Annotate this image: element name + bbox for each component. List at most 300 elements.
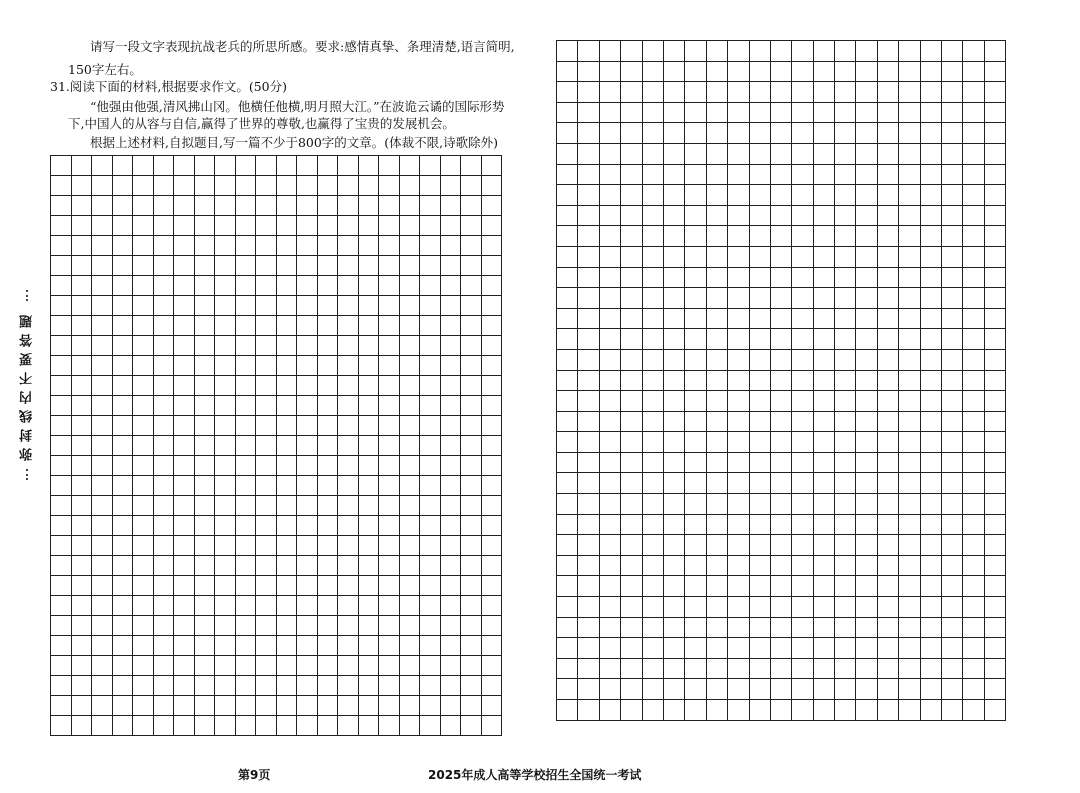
grid-cell[interactable]	[899, 82, 920, 103]
grid-cell[interactable]	[877, 514, 898, 535]
grid-cell[interactable]	[215, 536, 236, 556]
grid-cell[interactable]	[297, 516, 318, 536]
grid-cell[interactable]	[215, 256, 236, 276]
grid-cell[interactable]	[877, 370, 898, 391]
grid-cell[interactable]	[420, 276, 441, 296]
grid-cell[interactable]	[942, 370, 963, 391]
grid-cell[interactable]	[685, 391, 706, 412]
grid-cell[interactable]	[920, 123, 941, 144]
grid-cell[interactable]	[728, 555, 749, 576]
grid-cell[interactable]	[856, 102, 877, 123]
grid-cell[interactable]	[642, 617, 663, 638]
grid-cell[interactable]	[942, 185, 963, 206]
grid-cell[interactable]	[235, 216, 256, 236]
grid-cell[interactable]	[557, 102, 578, 123]
grid-cell[interactable]	[877, 226, 898, 247]
grid-cell[interactable]	[663, 679, 684, 700]
grid-cell[interactable]	[112, 396, 133, 416]
grid-cell[interactable]	[856, 123, 877, 144]
grid-cell[interactable]	[71, 316, 92, 336]
grid-cell[interactable]	[963, 288, 984, 309]
grid-cell[interactable]	[578, 41, 599, 62]
grid-cell[interactable]	[963, 61, 984, 82]
grid-cell[interactable]	[984, 41, 1005, 62]
grid-cell[interactable]	[112, 196, 133, 216]
grid-cell[interactable]	[984, 61, 1005, 82]
grid-cell[interactable]	[153, 616, 174, 636]
grid-cell[interactable]	[899, 514, 920, 535]
grid-cell[interactable]	[215, 516, 236, 536]
grid-cell[interactable]	[856, 576, 877, 597]
grid-cell[interactable]	[153, 696, 174, 716]
grid-cell[interactable]	[440, 336, 461, 356]
grid-cell[interactable]	[728, 617, 749, 638]
grid-cell[interactable]	[942, 143, 963, 164]
grid-cell[interactable]	[358, 276, 379, 296]
grid-cell[interactable]	[642, 308, 663, 329]
grid-cell[interactable]	[984, 494, 1005, 515]
grid-cell[interactable]	[942, 267, 963, 288]
grid-cell[interactable]	[792, 411, 813, 432]
grid-cell[interactable]	[749, 246, 770, 267]
grid-cell[interactable]	[728, 329, 749, 350]
grid-cell[interactable]	[770, 267, 791, 288]
grid-cell[interactable]	[481, 576, 502, 596]
grid-cell[interactable]	[297, 496, 318, 516]
grid-cell[interactable]	[235, 236, 256, 256]
grid-cell[interactable]	[461, 616, 482, 636]
grid-cell[interactable]	[728, 308, 749, 329]
grid-cell[interactable]	[621, 143, 642, 164]
grid-cell[interactable]	[642, 597, 663, 618]
grid-cell[interactable]	[856, 452, 877, 473]
grid-cell[interactable]	[194, 496, 215, 516]
grid-cell[interactable]	[706, 143, 727, 164]
grid-cell[interactable]	[194, 636, 215, 656]
grid-cell[interactable]	[749, 432, 770, 453]
grid-cell[interactable]	[578, 555, 599, 576]
grid-cell[interactable]	[642, 638, 663, 659]
grid-cell[interactable]	[481, 376, 502, 396]
grid-cell[interactable]	[256, 196, 277, 216]
grid-cell[interactable]	[215, 496, 236, 516]
grid-cell[interactable]	[133, 396, 154, 416]
grid-cell[interactable]	[481, 456, 502, 476]
grid-cell[interactable]	[856, 391, 877, 412]
grid-cell[interactable]	[440, 476, 461, 496]
grid-cell[interactable]	[297, 556, 318, 576]
grid-cell[interactable]	[599, 185, 620, 206]
grid-cell[interactable]	[557, 164, 578, 185]
grid-cell[interactable]	[440, 236, 461, 256]
grid-cell[interactable]	[835, 226, 856, 247]
grid-cell[interactable]	[133, 716, 154, 736]
grid-cell[interactable]	[338, 536, 359, 556]
grid-cell[interactable]	[51, 596, 72, 616]
grid-cell[interactable]	[112, 496, 133, 516]
grid-cell[interactable]	[71, 596, 92, 616]
grid-cell[interactable]	[112, 696, 133, 716]
grid-cell[interactable]	[942, 411, 963, 432]
grid-cell[interactable]	[706, 700, 727, 721]
grid-cell[interactable]	[481, 676, 502, 696]
grid-cell[interactable]	[984, 576, 1005, 597]
grid-cell[interactable]	[420, 256, 441, 276]
grid-cell[interactable]	[92, 196, 113, 216]
grid-cell[interactable]	[642, 143, 663, 164]
grid-cell[interactable]	[963, 576, 984, 597]
grid-cell[interactable]	[379, 556, 400, 576]
grid-cell[interactable]	[557, 349, 578, 370]
grid-cell[interactable]	[770, 597, 791, 618]
grid-cell[interactable]	[899, 349, 920, 370]
grid-cell[interactable]	[338, 396, 359, 416]
grid-cell[interactable]	[578, 411, 599, 432]
grid-cell[interactable]	[706, 185, 727, 206]
grid-cell[interactable]	[399, 496, 420, 516]
grid-cell[interactable]	[685, 246, 706, 267]
grid-cell[interactable]	[92, 356, 113, 376]
grid-cell[interactable]	[338, 216, 359, 236]
grid-cell[interactable]	[420, 416, 441, 436]
grid-cell[interactable]	[856, 555, 877, 576]
grid-cell[interactable]	[899, 473, 920, 494]
grid-cell[interactable]	[835, 658, 856, 679]
grid-cell[interactable]	[420, 316, 441, 336]
grid-cell[interactable]	[557, 597, 578, 618]
grid-cell[interactable]	[112, 556, 133, 576]
grid-cell[interactable]	[112, 716, 133, 736]
grid-cell[interactable]	[835, 185, 856, 206]
grid-cell[interactable]	[770, 411, 791, 432]
grid-cell[interactable]	[112, 676, 133, 696]
grid-cell[interactable]	[792, 597, 813, 618]
grid-cell[interactable]	[153, 556, 174, 576]
grid-cell[interactable]	[792, 555, 813, 576]
grid-cell[interactable]	[877, 329, 898, 350]
grid-cell[interactable]	[153, 336, 174, 356]
grid-cell[interactable]	[963, 226, 984, 247]
grid-cell[interactable]	[379, 276, 400, 296]
grid-cell[interactable]	[749, 514, 770, 535]
grid-cell[interactable]	[877, 597, 898, 618]
grid-cell[interactable]	[899, 308, 920, 329]
grid-cell[interactable]	[358, 376, 379, 396]
grid-cell[interactable]	[621, 638, 642, 659]
grid-cell[interactable]	[215, 336, 236, 356]
grid-cell[interactable]	[642, 494, 663, 515]
grid-cell[interactable]	[51, 196, 72, 216]
grid-cell[interactable]	[663, 143, 684, 164]
grid-cell[interactable]	[877, 205, 898, 226]
grid-cell[interactable]	[642, 267, 663, 288]
grid-cell[interactable]	[877, 535, 898, 556]
grid-cell[interactable]	[317, 616, 338, 636]
grid-cell[interactable]	[112, 276, 133, 296]
grid-cell[interactable]	[749, 679, 770, 700]
grid-cell[interactable]	[112, 636, 133, 656]
grid-cell[interactable]	[133, 256, 154, 276]
grid-cell[interactable]	[599, 597, 620, 618]
grid-cell[interactable]	[621, 123, 642, 144]
grid-cell[interactable]	[153, 536, 174, 556]
grid-cell[interactable]	[621, 349, 642, 370]
grid-cell[interactable]	[642, 102, 663, 123]
grid-cell[interactable]	[194, 596, 215, 616]
grid-cell[interactable]	[461, 676, 482, 696]
grid-cell[interactable]	[379, 716, 400, 736]
grid-cell[interactable]	[379, 636, 400, 656]
grid-cell[interactable]	[481, 176, 502, 196]
grid-cell[interactable]	[174, 656, 195, 676]
grid-cell[interactable]	[235, 356, 256, 376]
grid-cell[interactable]	[71, 496, 92, 516]
grid-cell[interactable]	[440, 696, 461, 716]
grid-cell[interactable]	[399, 456, 420, 476]
grid-cell[interactable]	[194, 156, 215, 176]
grid-cell[interactable]	[194, 216, 215, 236]
grid-cell[interactable]	[399, 476, 420, 496]
grid-cell[interactable]	[215, 176, 236, 196]
grid-cell[interactable]	[174, 396, 195, 416]
grid-cell[interactable]	[440, 156, 461, 176]
grid-cell[interactable]	[749, 267, 770, 288]
grid-cell[interactable]	[663, 329, 684, 350]
grid-cell[interactable]	[420, 396, 441, 416]
grid-cell[interactable]	[440, 196, 461, 216]
grid-cell[interactable]	[440, 436, 461, 456]
grid-cell[interactable]	[621, 329, 642, 350]
grid-cell[interactable]	[399, 536, 420, 556]
grid-cell[interactable]	[276, 256, 297, 276]
grid-cell[interactable]	[835, 143, 856, 164]
grid-cell[interactable]	[153, 156, 174, 176]
grid-cell[interactable]	[728, 349, 749, 370]
grid-cell[interactable]	[557, 700, 578, 721]
grid-cell[interactable]	[51, 356, 72, 376]
grid-cell[interactable]	[792, 349, 813, 370]
grid-cell[interactable]	[358, 696, 379, 716]
grid-cell[interactable]	[420, 496, 441, 516]
grid-cell[interactable]	[877, 185, 898, 206]
grid-cell[interactable]	[379, 396, 400, 416]
grid-cell[interactable]	[749, 329, 770, 350]
grid-cell[interactable]	[642, 432, 663, 453]
grid-cell[interactable]	[877, 638, 898, 659]
grid-cell[interactable]	[578, 123, 599, 144]
grid-cell[interactable]	[557, 555, 578, 576]
grid-cell[interactable]	[920, 246, 941, 267]
grid-cell[interactable]	[920, 411, 941, 432]
grid-cell[interactable]	[599, 308, 620, 329]
grid-cell[interactable]	[420, 696, 441, 716]
grid-cell[interactable]	[420, 236, 441, 256]
grid-cell[interactable]	[770, 452, 791, 473]
grid-cell[interactable]	[440, 556, 461, 576]
grid-cell[interactable]	[856, 143, 877, 164]
grid-cell[interactable]	[420, 436, 441, 456]
grid-cell[interactable]	[578, 391, 599, 412]
grid-cell[interactable]	[599, 102, 620, 123]
grid-cell[interactable]	[481, 636, 502, 656]
grid-cell[interactable]	[621, 679, 642, 700]
grid-cell[interactable]	[317, 536, 338, 556]
grid-cell[interactable]	[92, 596, 113, 616]
grid-cell[interactable]	[706, 555, 727, 576]
grid-cell[interactable]	[174, 636, 195, 656]
grid-cell[interactable]	[358, 616, 379, 636]
grid-cell[interactable]	[813, 185, 834, 206]
grid-cell[interactable]	[174, 416, 195, 436]
grid-cell[interactable]	[706, 61, 727, 82]
grid-cell[interactable]	[276, 416, 297, 436]
grid-cell[interactable]	[984, 535, 1005, 556]
grid-cell[interactable]	[297, 236, 318, 256]
grid-cell[interactable]	[317, 656, 338, 676]
grid-cell[interactable]	[420, 176, 441, 196]
grid-cell[interactable]	[440, 356, 461, 376]
grid-cell[interactable]	[963, 514, 984, 535]
grid-cell[interactable]	[297, 436, 318, 456]
grid-cell[interactable]	[877, 555, 898, 576]
grid-cell[interactable]	[663, 61, 684, 82]
grid-cell[interactable]	[276, 176, 297, 196]
grid-cell[interactable]	[984, 370, 1005, 391]
grid-cell[interactable]	[813, 535, 834, 556]
grid-cell[interactable]	[685, 308, 706, 329]
grid-cell[interactable]	[984, 700, 1005, 721]
grid-cell[interactable]	[685, 329, 706, 350]
grid-cell[interactable]	[963, 555, 984, 576]
grid-cell[interactable]	[599, 432, 620, 453]
grid-cell[interactable]	[920, 82, 941, 103]
grid-cell[interactable]	[899, 329, 920, 350]
grid-cell[interactable]	[599, 288, 620, 309]
grid-cell[interactable]	[92, 416, 113, 436]
grid-cell[interactable]	[557, 143, 578, 164]
grid-cell[interactable]	[685, 679, 706, 700]
grid-cell[interactable]	[984, 143, 1005, 164]
grid-cell[interactable]	[276, 336, 297, 356]
grid-cell[interactable]	[920, 349, 941, 370]
grid-cell[interactable]	[338, 236, 359, 256]
grid-cell[interactable]	[133, 676, 154, 696]
grid-cell[interactable]	[578, 535, 599, 556]
grid-cell[interactable]	[749, 226, 770, 247]
grid-cell[interactable]	[215, 436, 236, 456]
grid-cell[interactable]	[215, 356, 236, 376]
grid-cell[interactable]	[899, 494, 920, 515]
grid-cell[interactable]	[749, 411, 770, 432]
grid-cell[interactable]	[599, 205, 620, 226]
grid-cell[interactable]	[297, 676, 318, 696]
grid-cell[interactable]	[399, 216, 420, 236]
grid-cell[interactable]	[749, 555, 770, 576]
grid-cell[interactable]	[481, 556, 502, 576]
grid-cell[interactable]	[792, 432, 813, 453]
grid-cell[interactable]	[317, 356, 338, 376]
grid-cell[interactable]	[481, 216, 502, 236]
grid-cell[interactable]	[235, 256, 256, 276]
grid-cell[interactable]	[215, 476, 236, 496]
grid-cell[interactable]	[813, 370, 834, 391]
grid-cell[interactable]	[399, 196, 420, 216]
grid-cell[interactable]	[461, 176, 482, 196]
grid-cell[interactable]	[920, 370, 941, 391]
grid-cell[interactable]	[770, 329, 791, 350]
grid-cell[interactable]	[856, 638, 877, 659]
grid-cell[interactable]	[749, 102, 770, 123]
grid-cell[interactable]	[51, 436, 72, 456]
grid-cell[interactable]	[112, 236, 133, 256]
grid-cell[interactable]	[920, 452, 941, 473]
grid-cell[interactable]	[685, 576, 706, 597]
grid-cell[interactable]	[153, 576, 174, 596]
grid-cell[interactable]	[920, 185, 941, 206]
grid-cell[interactable]	[856, 246, 877, 267]
grid-cell[interactable]	[194, 576, 215, 596]
grid-cell[interactable]	[770, 226, 791, 247]
grid-cell[interactable]	[481, 716, 502, 736]
grid-cell[interactable]	[642, 123, 663, 144]
grid-cell[interactable]	[112, 476, 133, 496]
grid-cell[interactable]	[706, 370, 727, 391]
grid-cell[interactable]	[317, 316, 338, 336]
grid-cell[interactable]	[706, 349, 727, 370]
grid-cell[interactable]	[706, 205, 727, 226]
grid-cell[interactable]	[297, 256, 318, 276]
grid-cell[interactable]	[685, 82, 706, 103]
grid-cell[interactable]	[133, 336, 154, 356]
grid-cell[interactable]	[317, 256, 338, 276]
grid-cell[interactable]	[358, 216, 379, 236]
grid-cell[interactable]	[663, 658, 684, 679]
grid-cell[interactable]	[984, 679, 1005, 700]
grid-cell[interactable]	[621, 164, 642, 185]
grid-cell[interactable]	[420, 596, 441, 616]
grid-cell[interactable]	[835, 514, 856, 535]
grid-cell[interactable]	[706, 164, 727, 185]
grid-cell[interactable]	[835, 411, 856, 432]
grid-cell[interactable]	[963, 679, 984, 700]
grid-cell[interactable]	[420, 536, 441, 556]
grid-cell[interactable]	[835, 267, 856, 288]
grid-cell[interactable]	[770, 473, 791, 494]
grid-cell[interactable]	[642, 411, 663, 432]
grid-cell[interactable]	[770, 391, 791, 412]
grid-cell[interactable]	[685, 102, 706, 123]
grid-cell[interactable]	[420, 716, 441, 736]
grid-cell[interactable]	[133, 456, 154, 476]
grid-cell[interactable]	[112, 516, 133, 536]
grid-cell[interactable]	[599, 452, 620, 473]
grid-cell[interactable]	[942, 638, 963, 659]
grid-cell[interactable]	[920, 41, 941, 62]
grid-cell[interactable]	[297, 316, 318, 336]
grid-cell[interactable]	[235, 696, 256, 716]
grid-cell[interactable]	[770, 700, 791, 721]
grid-cell[interactable]	[440, 616, 461, 636]
grid-cell[interactable]	[706, 452, 727, 473]
grid-cell[interactable]	[706, 226, 727, 247]
grid-cell[interactable]	[276, 236, 297, 256]
grid-cell[interactable]	[599, 411, 620, 432]
grid-cell[interactable]	[379, 496, 400, 516]
grid-cell[interactable]	[813, 473, 834, 494]
grid-cell[interactable]	[663, 432, 684, 453]
grid-cell[interactable]	[728, 370, 749, 391]
grid-cell[interactable]	[133, 636, 154, 656]
